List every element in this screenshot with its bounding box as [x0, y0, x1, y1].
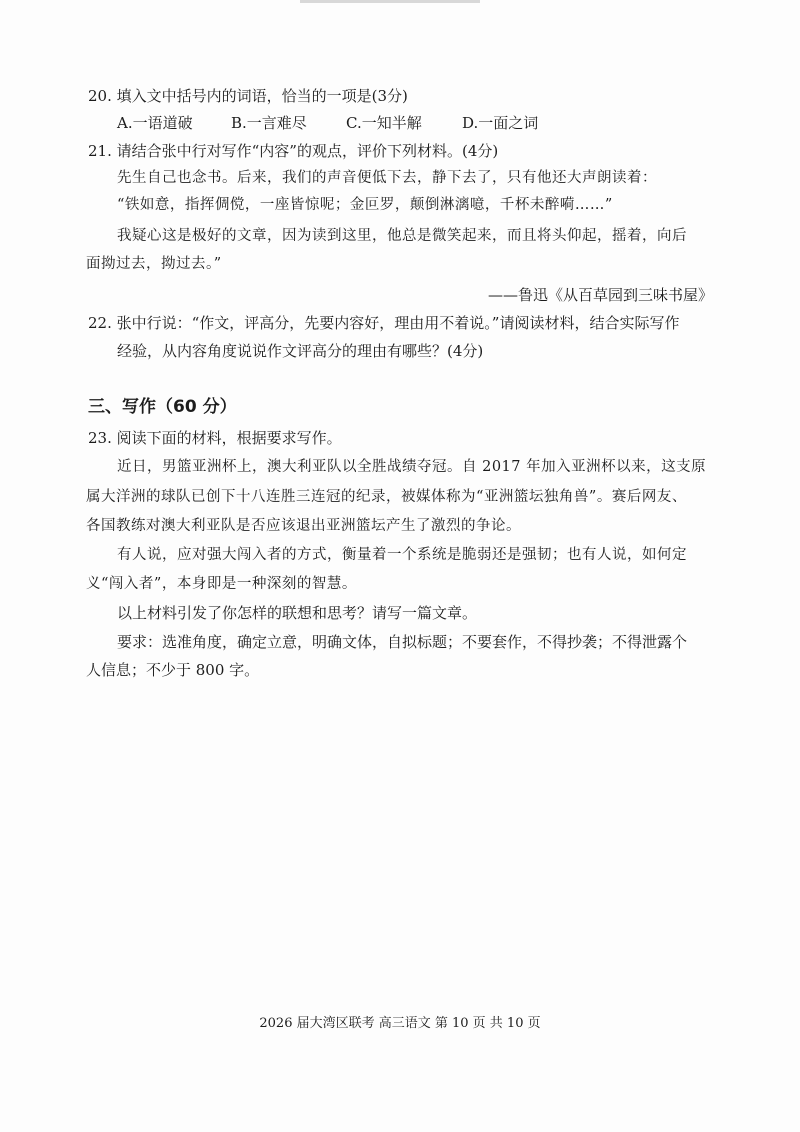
q21-stem: 21. 请结合张中行对写作“内容”的观点，评价下列材料。(4分)	[88, 142, 499, 160]
page-footer: 2026 届大湾区联考 高三语文 第 10 页 共 10 页	[259, 1016, 541, 1031]
q22-stem-line2: 经验，从内容角度说说作文评高分的理由有哪些？(4分)	[117, 342, 484, 360]
q20-option-a: A.一语道破	[117, 114, 193, 132]
q20-option-c: C.一知半解	[346, 114, 422, 132]
q23-material-line: 近日，男篮亚洲杯上，澳大利亚队以全胜战绩夺冠。自 2017 年加入亚洲杯以来，这支原	[117, 459, 707, 475]
q23-requirement-line1: 要求：选准角度，确定立意，明确文体，自拟标题；不要套作，不得抄袭；不得泄露个	[117, 633, 688, 651]
section-title: 三、写作（60 分）	[88, 397, 237, 417]
q20-stem: 20. 填入文中括号内的词语，恰当的一项是(3分)	[88, 87, 408, 105]
q21-passage-line: 先生自己也念书。后来，我们的声音便低下去，静下去了，只有他还大声朗读着：	[117, 170, 657, 186]
q23-material-line: 各国教练对澳大利亚队是否应该退出亚洲篮坛产生了激烈的争论。	[86, 518, 521, 534]
q21-passage-line: 面拗过去，拗过去。”	[86, 256, 222, 272]
q21-passage-line: 我疑心这是极好的文章，因为读到这里，他总是微笑起来，而且将头仰起，摇着，向后	[117, 228, 687, 244]
q23-prompt: 以上材料引发了你怎样的联想和思考？请写一篇文章。	[117, 604, 478, 622]
q20-option-b: B.一言难尽	[231, 114, 307, 132]
q23-material-line: 有人说，应对强大闯入者的方式，衡量着一个系统是脆弱还是强韧；也有人说，如何定	[117, 547, 687, 563]
q21-source: ——鲁迅《从百草园到三味书屋》	[488, 286, 714, 304]
q20-option-d: D.一面之词	[462, 114, 539, 132]
q22-stem-line1: 22. 张中行说：“作文，评高分，先要内容好，理由用不着说。”请阅读材料，结合实际写作	[88, 314, 680, 332]
q23-material-line: 属大洋洲的球队已创下十八连胜三连冠的纪录，被媒体称为“亚洲篮坛独角兽”。赛后网友、	[86, 489, 687, 505]
q23-material-line: 义“闯入者”，本身即是一种深刻的智慧。	[86, 576, 357, 592]
q23-requirement-line2: 人信息；不少于 800 字。	[86, 661, 260, 679]
q23-stem: 23. 阅读下面的材料，根据要求写作。	[88, 429, 342, 447]
q21-passage-line: “铁如意，指挥倜傥，一座皆惊呢；金叵罗，颠倒淋漓噫，千杯未醉嗬……”	[117, 197, 613, 213]
scan-edge-mark	[300, 0, 480, 3]
